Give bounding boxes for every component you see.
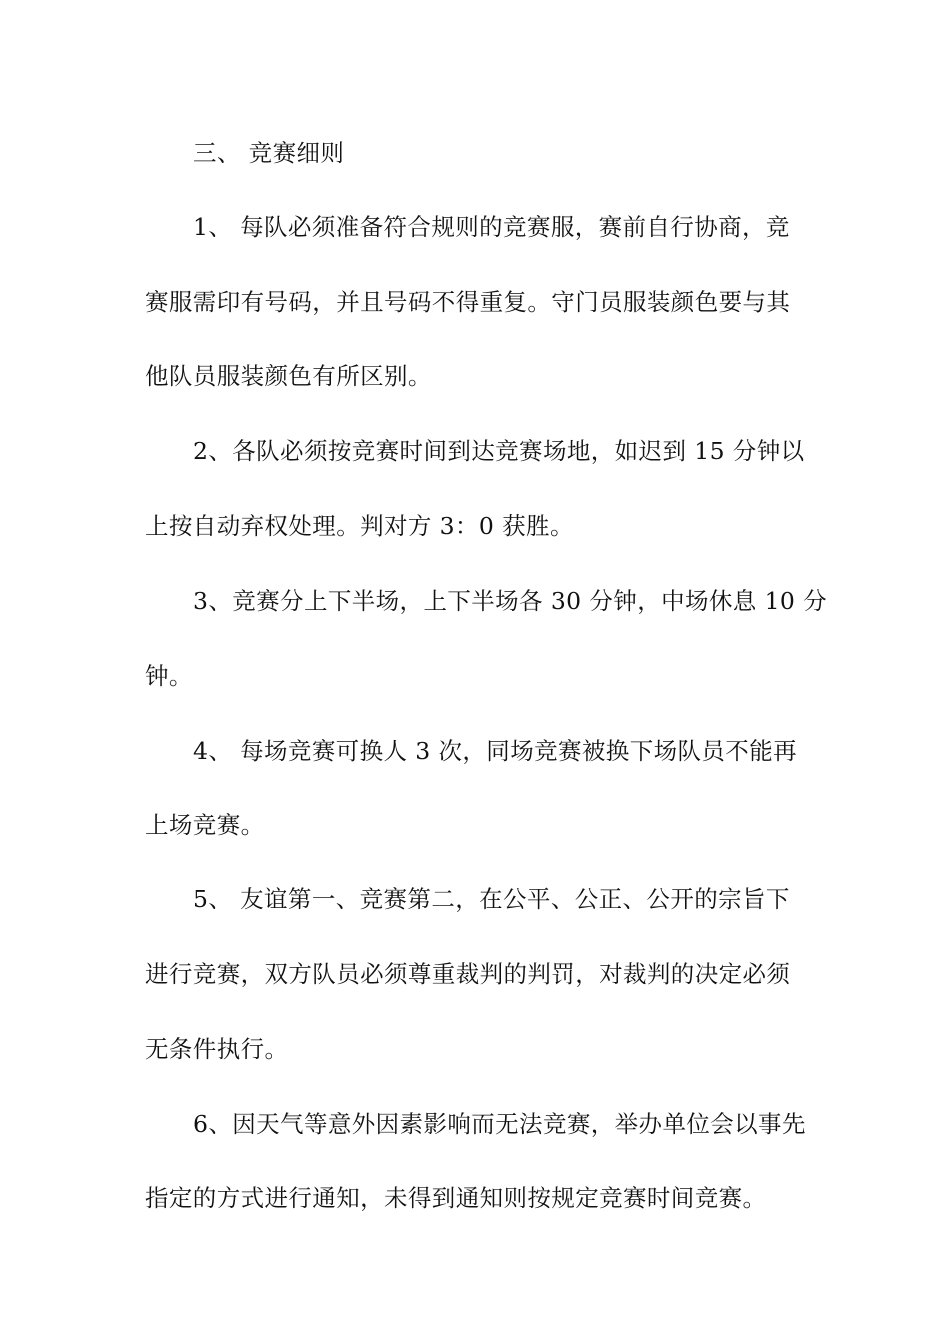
rule-2-line-1: 2、各队必须按竞赛时间到达竞赛场地，如迟到 15 分钟以: [193, 437, 805, 465]
rule-6-line-1: 6、因天气等意外因素影响而无法竞赛，举办单位会以事先: [193, 1110, 806, 1138]
rule-4-line-2: 上场竞赛。: [145, 811, 265, 839]
section-heading: 三、 竞赛细则: [193, 139, 345, 167]
rule-3-line-1: 3、竞赛分上下半场，上下半场各 30 分钟，中场休息 10 分: [193, 587, 828, 615]
rule-5-line-3: 无条件执行。: [145, 1035, 289, 1063]
rule-5-line-2: 进行竞赛，双方队员必须尊重裁判的判罚，对裁判的决定必须: [145, 960, 791, 988]
rule-5-line-1: 5、 友谊第一、竞赛第二，在公平、公正、公开的宗旨下: [193, 885, 790, 913]
rule-4-line-1: 4、 每场竞赛可换人 3 次，同场竞赛被换下场队员不能再: [193, 737, 798, 765]
rule-1-line-3: 他队员服装颜色有所区别。: [145, 362, 432, 390]
rule-1-line-1: 1、 每队必须准备符合规则的竞赛服，赛前自行协商，竞: [193, 213, 790, 241]
rule-6-line-2: 指定的方式进行通知，未得到通知则按规定竞赛时间竞赛。: [145, 1184, 767, 1212]
rule-3-line-2: 钟。: [145, 662, 193, 690]
rule-1-line-2: 赛服需印有号码，并且号码不得重复。守门员服装颜色要与其: [145, 288, 791, 316]
rule-2-line-2: 上按自动弃权处理。判对方 3：0 获胜。: [145, 512, 574, 540]
